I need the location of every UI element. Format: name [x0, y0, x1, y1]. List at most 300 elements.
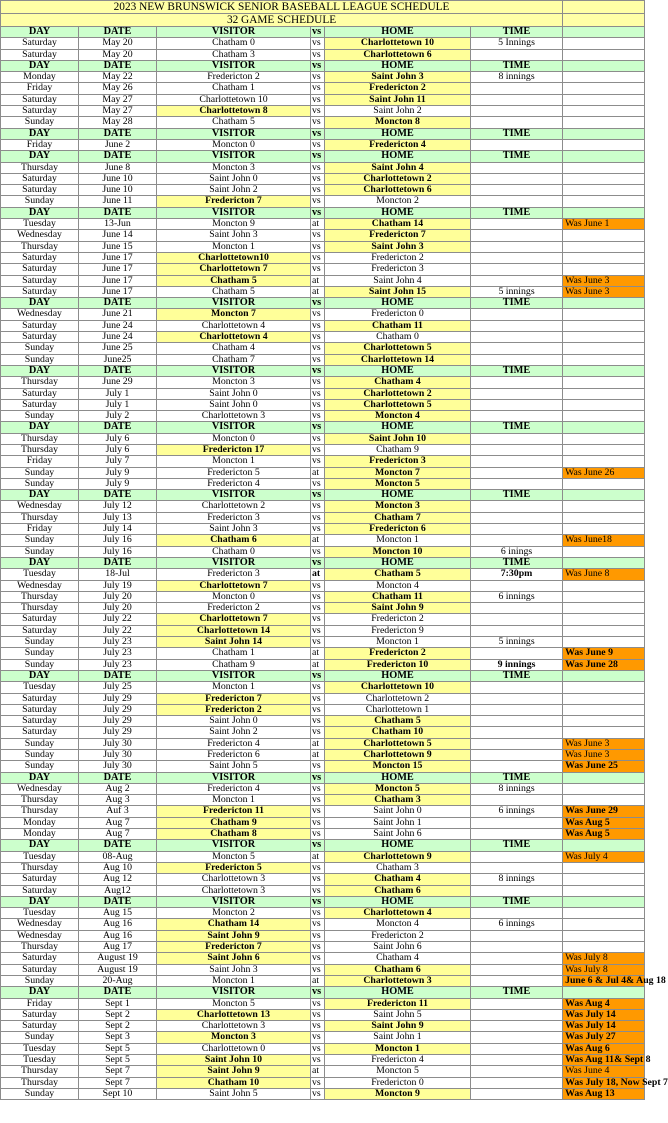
subtitle-side-cell [563, 14, 645, 27]
game-row [1, 1088, 645, 1099]
game-visitor: Fredericton 3 [157, 512, 311, 523]
game-date: July 13 [79, 512, 157, 523]
header-note [563, 207, 645, 218]
game-time [471, 1066, 563, 1077]
game-note: Was July 18, Now Sept 7 [563, 1077, 645, 1088]
header-home: HOME [325, 151, 471, 162]
game-date: Auf 3 [79, 806, 157, 817]
game-note [563, 795, 645, 806]
game-day: Thursday [1, 162, 79, 173]
game-visitor: Chatham 8 [157, 829, 311, 840]
game-date: July 20 [79, 591, 157, 602]
game-visitor: Saint John 0 [157, 173, 311, 184]
game-note: Was July 4 [563, 851, 645, 862]
header-date: DATE [79, 365, 157, 376]
game-visitor: Moncton 3 [157, 377, 311, 388]
header-date: DATE [79, 422, 157, 433]
game-visitor: Moncton 5 [157, 998, 311, 1009]
game-home: Fredericton 6 [325, 524, 471, 535]
game-date: July 20 [79, 603, 157, 614]
game-vs: at [311, 219, 325, 230]
game-date: June 10 [79, 185, 157, 196]
game-row [1, 625, 645, 636]
game-visitor: Fredericton 2 [157, 704, 311, 715]
game-vs: vs [311, 411, 325, 422]
header-date: DATE [79, 840, 157, 851]
game-vs: vs [311, 885, 325, 896]
game-day: Saturday [1, 49, 79, 60]
header-vs: vs [311, 128, 325, 139]
game-day: Saturday [1, 264, 79, 275]
game-vs: vs [311, 625, 325, 636]
game-vs: vs [311, 862, 325, 873]
game-vs: at [311, 738, 325, 749]
header-date: DATE [79, 670, 157, 681]
game-visitor: Charlottetown 7 [157, 264, 311, 275]
header-row [1, 128, 645, 139]
subtitle-row [1, 14, 645, 27]
game-row [1, 783, 645, 794]
game-note [563, 580, 645, 591]
game-date: Sept 5 [79, 1055, 157, 1066]
header-note [563, 557, 645, 568]
game-vs: vs [311, 546, 325, 557]
game-home: Chatham 14 [325, 219, 471, 230]
game-visitor: Moncton 0 [157, 591, 311, 602]
game-date: July 30 [79, 761, 157, 772]
game-day: Thursday [1, 444, 79, 455]
game-row [1, 1021, 645, 1032]
game-visitor: Charlottetown 4 [157, 332, 311, 343]
game-visitor: Fredericton 7 [157, 196, 311, 207]
header-vs: vs [311, 557, 325, 568]
game-time [471, 241, 563, 252]
game-date: July 19 [79, 580, 157, 591]
game-time [471, 908, 563, 919]
game-time [471, 185, 563, 196]
game-home: Chatham 5 [325, 569, 471, 580]
game-visitor: Saint John 14 [157, 637, 311, 648]
game-visitor: Moncton 0 [157, 139, 311, 150]
game-day: Sunday [1, 467, 79, 478]
game-note [563, 173, 645, 184]
game-note [563, 942, 645, 953]
game-visitor: Charlottetown 3 [157, 1021, 311, 1032]
game-day: Thursday [1, 241, 79, 252]
game-day: Tuesday [1, 908, 79, 919]
game-visitor: Fredericton 3 [157, 569, 311, 580]
game-day: Sunday [1, 196, 79, 207]
game-note [563, 885, 645, 896]
game-date: July 12 [79, 501, 157, 512]
header-time: TIME [471, 840, 563, 851]
game-day: Saturday [1, 320, 79, 331]
game-date: May 26 [79, 83, 157, 94]
header-vs: vs [311, 490, 325, 501]
game-time [471, 332, 563, 343]
game-vs: vs [311, 704, 325, 715]
game-row [1, 241, 645, 252]
header-visitor: VISITOR [157, 896, 311, 907]
game-vs: vs [311, 795, 325, 806]
game-note: Was Aug 11& Sept 8 [563, 1055, 645, 1066]
header-row [1, 896, 645, 907]
game-time [471, 930, 563, 941]
game-visitor: Charlottetown 7 [157, 580, 311, 591]
game-visitor: Saint John 0 [157, 388, 311, 399]
game-vs: at [311, 286, 325, 297]
game-row [1, 444, 645, 455]
game-note [563, 456, 645, 467]
header-home: HOME [325, 840, 471, 851]
game-vs: vs [311, 874, 325, 885]
game-date: June 25 [79, 343, 157, 354]
header-home: HOME [325, 207, 471, 218]
game-time: 9 innings [471, 659, 563, 670]
game-date: June 17 [79, 286, 157, 297]
game-home: Moncton 5 [325, 783, 471, 794]
header-day: DAY [1, 60, 79, 71]
game-day: Saturday [1, 693, 79, 704]
game-note: Was June 26 [563, 467, 645, 478]
game-date: July 22 [79, 614, 157, 625]
game-visitor: Fredericton 11 [157, 806, 311, 817]
game-day: Saturday [1, 173, 79, 184]
game-time [471, 1032, 563, 1043]
header-row [1, 840, 645, 851]
game-note [563, 332, 645, 343]
game-row [1, 704, 645, 715]
game-date: June 2 [79, 139, 157, 150]
game-time [471, 750, 563, 761]
game-home: Moncton 9 [325, 1088, 471, 1099]
game-vs: vs [311, 433, 325, 444]
game-time [471, 275, 563, 286]
game-day: Saturday [1, 1021, 79, 1032]
game-note [563, 106, 645, 117]
game-home: Moncton 5 [325, 1066, 471, 1077]
game-vs: vs [311, 908, 325, 919]
game-time [471, 1009, 563, 1020]
game-home: Fredericton 2 [325, 930, 471, 941]
game-visitor: Moncton 1 [157, 975, 311, 986]
game-date: July 30 [79, 750, 157, 761]
game-visitor: Chatham 4 [157, 343, 311, 354]
game-home: Saint John 1 [325, 817, 471, 828]
game-note: Was June 9 [563, 648, 645, 659]
game-date: July 7 [79, 456, 157, 467]
game-row [1, 817, 645, 828]
game-date: July 23 [79, 637, 157, 648]
game-note [563, 512, 645, 523]
game-home: Fredericton 4 [325, 139, 471, 150]
game-visitor: Chatham 0 [157, 546, 311, 557]
game-row [1, 637, 645, 648]
game-date: June 24 [79, 332, 157, 343]
game-home: Fredericton 0 [325, 309, 471, 320]
game-home: Moncton 4 [325, 580, 471, 591]
game-home: Charlottetown 14 [325, 354, 471, 365]
game-note [563, 524, 645, 535]
game-time: 8 innings [471, 783, 563, 794]
header-visitor: VISITOR [157, 151, 311, 162]
game-date: June 29 [79, 377, 157, 388]
game-home: Moncton 7 [325, 467, 471, 478]
game-vs: vs [311, 354, 325, 365]
game-day: Sunday [1, 411, 79, 422]
game-visitor: Saint John 2 [157, 185, 311, 196]
header-row [1, 298, 645, 309]
game-date: August 19 [79, 964, 157, 975]
game-vs: vs [311, 964, 325, 975]
game-home: Moncton 8 [325, 117, 471, 128]
game-day: Saturday [1, 625, 79, 636]
header-vs: vs [311, 422, 325, 433]
game-day: Sunday [1, 750, 79, 761]
game-visitor: Fredericton 7 [157, 693, 311, 704]
game-time [471, 817, 563, 828]
game-day: Thursday [1, 512, 79, 523]
header-day: DAY [1, 840, 79, 851]
game-day: Sunday [1, 343, 79, 354]
game-vs: vs [311, 377, 325, 388]
game-time [471, 953, 563, 964]
game-day: Saturday [1, 874, 79, 885]
header-visitor: VISITOR [157, 207, 311, 218]
game-note [563, 185, 645, 196]
game-note [563, 546, 645, 557]
game-home: Chatham 3 [325, 862, 471, 873]
game-home: Chatham 10 [325, 727, 471, 738]
game-note [563, 49, 645, 60]
game-vs: at [311, 569, 325, 580]
game-note: Was July 8 [563, 953, 645, 964]
game-row [1, 738, 645, 749]
game-visitor: Moncton 3 [157, 1032, 311, 1043]
game-visitor: Moncton 1 [157, 241, 311, 252]
title-side-cell [563, 1, 645, 14]
game-row [1, 106, 645, 117]
game-visitor: Moncton 3 [157, 162, 311, 173]
game-row [1, 524, 645, 535]
game-vs: vs [311, 343, 325, 354]
game-vs: vs [311, 953, 325, 964]
game-day: Sunday [1, 1032, 79, 1043]
header-vs: vs [311, 772, 325, 783]
game-row [1, 264, 645, 275]
game-home: Chatham 5 [325, 716, 471, 727]
game-vs: vs [311, 241, 325, 252]
game-row [1, 806, 645, 817]
game-time [471, 761, 563, 772]
header-row [1, 27, 645, 38]
header-row [1, 365, 645, 376]
game-row [1, 693, 645, 704]
game-home: Charlottetown 6 [325, 49, 471, 60]
header-vs: vs [311, 987, 325, 998]
game-date: June 11 [79, 196, 157, 207]
game-note [563, 478, 645, 489]
game-note [563, 411, 645, 422]
game-time [471, 1055, 563, 1066]
game-home: Charlottetown 9 [325, 750, 471, 761]
header-visitor: VISITOR [157, 365, 311, 376]
game-vs: vs [311, 399, 325, 410]
game-visitor: Saint John 0 [157, 716, 311, 727]
game-time [471, 1021, 563, 1032]
game-day: Tuesday [1, 851, 79, 862]
header-visitor: VISITOR [157, 772, 311, 783]
title-row [1, 1, 645, 14]
game-vs: vs [311, 806, 325, 817]
game-time [471, 444, 563, 455]
game-day: Saturday [1, 964, 79, 975]
game-home: Saint John 9 [325, 603, 471, 614]
game-date: Aug 16 [79, 919, 157, 930]
header-vs: vs [311, 896, 325, 907]
game-day: Saturday [1, 614, 79, 625]
game-note: Was June 28 [563, 659, 645, 670]
header-vs: vs [311, 207, 325, 218]
game-note [563, 693, 645, 704]
game-vs: vs [311, 829, 325, 840]
game-day: Wednesday [1, 919, 79, 930]
game-time [471, 117, 563, 128]
header-note [563, 987, 645, 998]
game-home: Charlottetown 2 [325, 173, 471, 184]
game-day: Thursday [1, 377, 79, 388]
schedule-title: 2023 NEW BRUNSWICK SENIOR BASEBALL LEAGUE SCHEDULE [1, 1, 563, 14]
game-time [471, 682, 563, 693]
game-visitor: Saint John 0 [157, 399, 311, 410]
game-visitor: Charlottetown 4 [157, 320, 311, 331]
game-row [1, 411, 645, 422]
game-visitor: Moncton 0 [157, 433, 311, 444]
game-vs: vs [311, 1032, 325, 1043]
game-date: July 1 [79, 388, 157, 399]
game-time [471, 1077, 563, 1088]
game-note [563, 388, 645, 399]
game-vs: vs [311, 230, 325, 241]
game-vs: vs [311, 139, 325, 150]
game-date: Aug 7 [79, 829, 157, 840]
game-date: July 23 [79, 659, 157, 670]
game-date: July 6 [79, 433, 157, 444]
game-row [1, 795, 645, 806]
game-vs: vs [311, 38, 325, 49]
game-note [563, 343, 645, 354]
game-home: Charlottetown 5 [325, 343, 471, 354]
game-date: June 8 [79, 162, 157, 173]
game-day: Saturday [1, 275, 79, 286]
header-visitor: VISITOR [157, 557, 311, 568]
game-day: Tuesday [1, 682, 79, 693]
game-visitor: Saint John 5 [157, 1088, 311, 1099]
game-date: June 17 [79, 275, 157, 286]
game-day: Saturday [1, 388, 79, 399]
game-vs: at [311, 535, 325, 546]
game-home: Chatham 9 [325, 444, 471, 455]
game-row [1, 512, 645, 523]
game-row [1, 953, 645, 964]
game-vs: vs [311, 614, 325, 625]
game-visitor: Fredericton 5 [157, 467, 311, 478]
game-date: July 23 [79, 648, 157, 659]
game-row [1, 286, 645, 297]
game-time [471, 139, 563, 150]
game-date: July 29 [79, 693, 157, 704]
game-date: Aug 3 [79, 795, 157, 806]
game-time: 7:30pm [471, 569, 563, 580]
game-visitor: Fredericton 17 [157, 444, 311, 455]
header-date: DATE [79, 896, 157, 907]
game-visitor: Charlottetown 3 [157, 885, 311, 896]
game-visitor: Saint John 9 [157, 930, 311, 941]
game-day: Saturday [1, 704, 79, 715]
game-time: 6 innings [471, 591, 563, 602]
game-note: Was June 3 [563, 275, 645, 286]
game-date: July 1 [79, 399, 157, 410]
game-date: Sept 7 [79, 1077, 157, 1088]
game-note: Was Aug 5 [563, 829, 645, 840]
game-vs: vs [311, 524, 325, 535]
game-home: Chatham 11 [325, 320, 471, 331]
game-time [471, 614, 563, 625]
game-day: Friday [1, 139, 79, 150]
game-date: Aug 16 [79, 930, 157, 941]
game-date: June25 [79, 354, 157, 365]
game-visitor: Charlottetown 8 [157, 106, 311, 117]
game-day: Sunday [1, 659, 79, 670]
header-home: HOME [325, 422, 471, 433]
game-home: Charlottetown 10 [325, 38, 471, 49]
game-day: Saturday [1, 185, 79, 196]
game-home: Fredericton 11 [325, 998, 471, 1009]
game-row [1, 1032, 645, 1043]
game-date: May 22 [79, 72, 157, 83]
game-home: Moncton 4 [325, 411, 471, 422]
game-row [1, 399, 645, 410]
game-time [471, 320, 563, 331]
game-note [563, 230, 645, 241]
game-visitor: Saint John 5 [157, 761, 311, 772]
game-date: July 9 [79, 467, 157, 478]
game-day: Thursday [1, 862, 79, 873]
game-date: July 2 [79, 411, 157, 422]
game-home: Chatham 4 [325, 953, 471, 964]
game-home: Fredericton 4 [325, 1055, 471, 1066]
game-day: Wednesday [1, 783, 79, 794]
game-visitor: Charlottetown 10 [157, 94, 311, 105]
game-time [471, 1088, 563, 1099]
header-row [1, 422, 645, 433]
game-date: Aug 7 [79, 817, 157, 828]
game-time [471, 648, 563, 659]
game-vs: at [311, 467, 325, 478]
game-note [563, 399, 645, 410]
game-row [1, 862, 645, 873]
game-row [1, 377, 645, 388]
game-day: Wednesday [1, 580, 79, 591]
game-time [471, 264, 563, 275]
game-home: Fredericton 3 [325, 264, 471, 275]
game-date: May 27 [79, 94, 157, 105]
game-row [1, 569, 645, 580]
game-date: July 30 [79, 738, 157, 749]
game-day: Thursday [1, 1077, 79, 1088]
game-row [1, 1077, 645, 1088]
game-home: Charlottetown 5 [325, 738, 471, 749]
